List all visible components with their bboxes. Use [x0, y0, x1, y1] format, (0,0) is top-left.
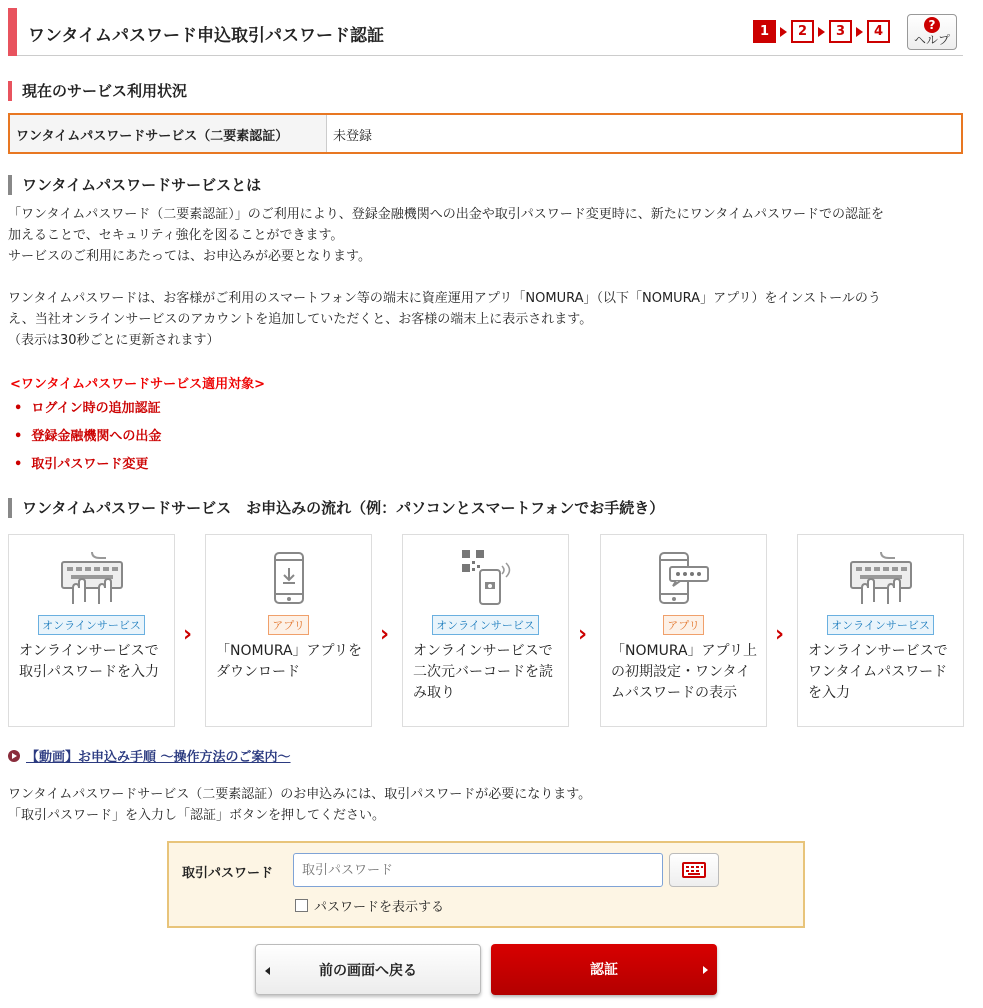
- flow-step-4: [600, 534, 767, 727]
- page-title: ワンタイムパスワード申込取引パスワード認証: [28, 26, 384, 46]
- show-password-label: パスワードを表示する: [314, 900, 445, 915]
- phone-download-icon: [206, 549, 371, 607]
- instruction-line: 「取引パスワード」を入力し「認証」ボタンを押してください。: [8, 808, 386, 823]
- chevron-right-icon: ›: [578, 622, 588, 647]
- help-label: ヘルプ: [913, 33, 950, 47]
- targets-list: [14, 399, 161, 483]
- flow-step-3: [402, 534, 569, 727]
- online-service-badge: オンラインサービス: [38, 615, 145, 635]
- play-icon: [8, 750, 20, 762]
- password-input[interactable]: [293, 853, 663, 887]
- flow-step-1: [8, 534, 175, 727]
- flow-step-text: 「NOMURA」アプリ上の初期設定・ワンタイムパスワードの表示: [611, 643, 757, 701]
- step-3: 3: [829, 20, 852, 43]
- status-label: ワンタイムパスワードサービス（二要素認証）: [10, 115, 327, 152]
- step-arrow-icon: [856, 27, 863, 37]
- show-password-checkbox[interactable]: [295, 899, 308, 912]
- authenticate-button-label: 認証: [590, 962, 618, 978]
- about-paragraph-1: [8, 204, 968, 267]
- about-line: ワンタイムパスワードは、お客様がご利用のスマートフォン等の端末に資産運用アプリ「NOMURA」（以下「NOMURA」アプリ）をインストールのう: [8, 291, 881, 306]
- flow-step-text: 「NOMURA」アプリをダウンロード: [216, 643, 362, 680]
- instruction-line: ワンタイムパスワードサービス（二要素認証）のお申込みには、取引パスワードが必要になります。: [8, 787, 592, 802]
- status-table: [8, 113, 963, 154]
- page-header: [8, 8, 963, 56]
- authenticate-button[interactable]: [491, 944, 717, 995]
- step-2: 2: [791, 20, 814, 43]
- step-4: 4: [867, 20, 890, 43]
- chevron-right-icon: ›: [183, 622, 193, 647]
- flow-step-5: [797, 534, 964, 727]
- about-paragraph-2: [8, 288, 968, 351]
- target-item: • 登録金融機関への出金: [14, 427, 161, 455]
- qr-scan-icon: [403, 549, 568, 607]
- phone-password-icon: [601, 549, 766, 607]
- flow-heading: ワンタイムパスワードサービス お申込みの流れ（例：パソコンとスマートフォンでお手続き）: [8, 498, 664, 518]
- target-item: • 取引パスワード変更: [14, 455, 161, 483]
- form-instructions: [8, 784, 968, 826]
- question-icon: ?: [924, 17, 940, 33]
- flow-step-text: オンラインサービスで二次元バーコードを読み取り: [413, 643, 553, 701]
- chevron-right-icon: ›: [380, 622, 390, 647]
- flow-step-text: オンラインサービスで取引パスワードを入力: [19, 643, 159, 680]
- about-line: サービスのご利用にあたっては、お申込みが必要となります。: [8, 249, 371, 264]
- help-button[interactable]: [907, 14, 957, 50]
- online-service-badge: オンラインサービス: [432, 615, 539, 635]
- about-line: （表示は30秒ごとに更新されます）: [8, 333, 220, 348]
- status-value: 未登録: [333, 129, 373, 144]
- password-label: 取引パスワード: [182, 866, 274, 881]
- target-item: • ログイン時の追加認証: [14, 399, 161, 427]
- step-1: 1: [753, 20, 776, 43]
- back-button-label: 前の画面へ戻る: [319, 963, 417, 979]
- app-badge: アプリ: [663, 615, 704, 635]
- step-indicator: [753, 20, 890, 43]
- chevron-right-icon: ›: [775, 622, 785, 647]
- targets-title: <ワンタイムパスワードサービス適用対象>: [10, 377, 266, 392]
- status-heading: 現在のサービス利用状況: [8, 81, 187, 101]
- video-link[interactable]: [8, 746, 291, 765]
- online-service-badge: オンラインサービス: [827, 615, 934, 635]
- step-arrow-icon: [818, 27, 825, 37]
- video-link-label: 【動画】お申込み手順 ～操作方法のご案内～: [26, 750, 291, 765]
- about-heading: ワンタイムパスワードサービスとは: [8, 175, 261, 195]
- about-line: え、当社オンラインサービスのアカウントを追加していただくと、お客様の端末上に表示されます。: [8, 312, 593, 327]
- keyboard-hands-icon: [9, 549, 174, 607]
- app-badge: アプリ: [268, 615, 309, 635]
- flow-step-text: オンラインサービスでワンタイムパスワードを入力: [808, 643, 948, 701]
- flow-step-2: [205, 534, 372, 727]
- password-form: [167, 841, 805, 928]
- step-arrow-icon: [780, 27, 787, 37]
- show-password-toggle[interactable]: [295, 896, 444, 915]
- about-line: 加えることで、セキュリティ強化を図ることができます。: [8, 228, 344, 243]
- triangle-right-icon: [703, 966, 708, 974]
- about-line: 「ワンタイムパスワード（二要素認証）」のご利用により、登録金融機関への出金や取引パスワード変更時に、新たにワンタイムパスワードでの認証を: [8, 207, 884, 222]
- software-keyboard-button[interactable]: [669, 853, 719, 887]
- keyboard-icon: [682, 862, 706, 878]
- keyboard-hands-icon: [798, 549, 963, 607]
- back-button[interactable]: [255, 944, 481, 995]
- header-accent-bar: [8, 8, 17, 56]
